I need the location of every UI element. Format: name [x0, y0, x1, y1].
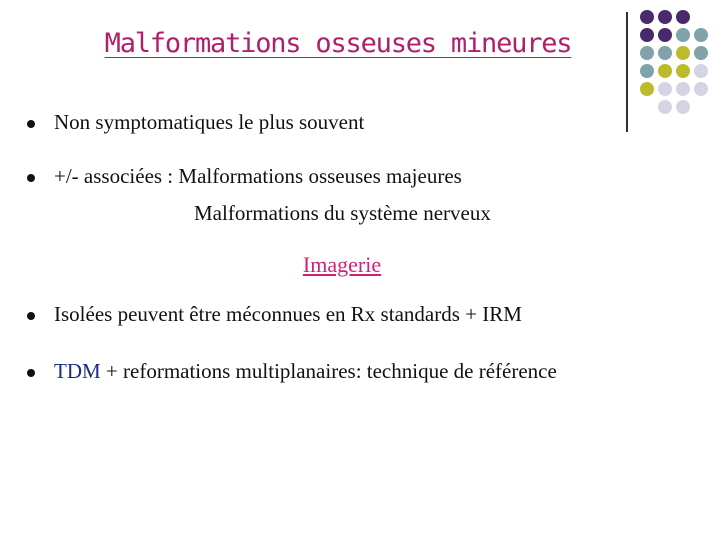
dot: [658, 82, 672, 96]
dot: [676, 10, 690, 24]
bullet-text: Non symptomatiques le plus souvent: [54, 110, 365, 134]
dot: [658, 10, 672, 24]
dot: [640, 28, 654, 42]
bullet-dot: [27, 120, 35, 128]
dot: [658, 64, 672, 78]
dot: [694, 82, 708, 96]
dot: [640, 10, 654, 24]
dot: [640, 82, 654, 96]
bullet-text: Isolées peuvent être méconnues en Rx standards + IRM: [54, 302, 522, 326]
dot: [676, 28, 690, 42]
slide-title: Malformations osseuses mineures: [104, 28, 572, 59]
dot: [676, 82, 690, 96]
section-heading: Imagerie: [302, 252, 382, 277]
tdm-highlight: TDM: [54, 359, 101, 383]
dot: [694, 28, 708, 42]
dot: [694, 64, 708, 78]
dot: [676, 100, 690, 114]
bullet-continuation: Malformations du système nerveux: [194, 201, 491, 225]
decorative-vertical-line: [626, 12, 628, 132]
decorative-dot-grid: [640, 10, 720, 120]
dot: [694, 46, 708, 60]
bullet-dot: [27, 174, 35, 182]
dot: [676, 64, 690, 78]
bullet-text-rest: + reformations multiplanaires: technique de référence: [100, 359, 557, 383]
dot: [640, 46, 654, 60]
dot: [676, 46, 690, 60]
bullet-dot: [27, 312, 35, 320]
dot: [640, 64, 654, 78]
bullet-text-tdm: [54, 359, 557, 384]
dot: [658, 100, 672, 114]
dot: [658, 46, 672, 60]
bullet-text: +/- associées : Malformations osseuses majeures: [54, 164, 462, 188]
dot: [658, 28, 672, 42]
bullet-dot: [27, 369, 35, 377]
